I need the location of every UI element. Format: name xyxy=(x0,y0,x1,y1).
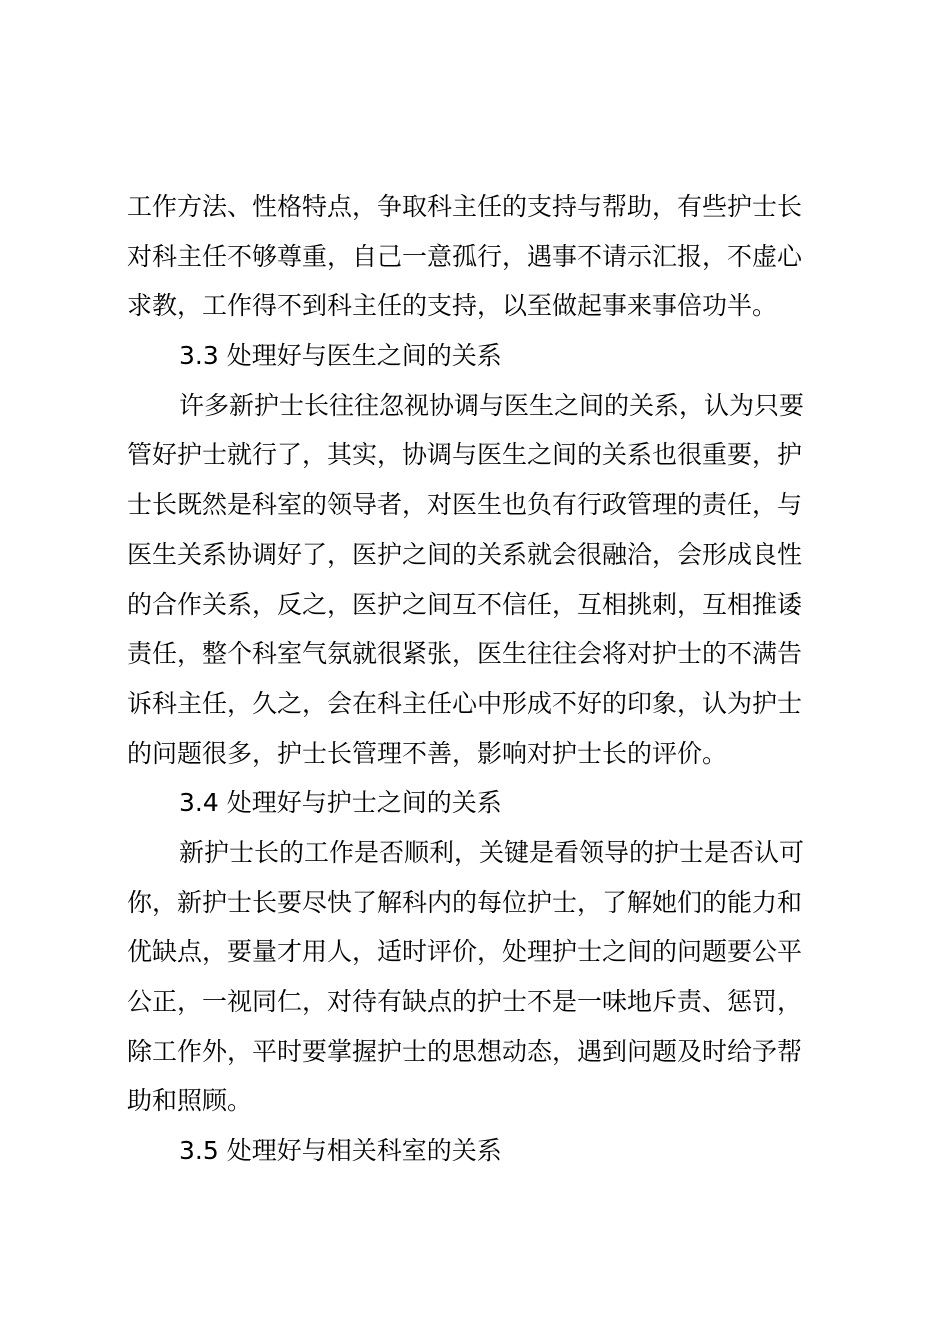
paragraph-line: 新护士长的工作是否顺利，关键是看领导的护士是否认可 xyxy=(179,837,805,867)
paragraph-2 xyxy=(127,381,833,779)
document-body xyxy=(127,182,833,1176)
paragraph-line: 你，新护士长要尽快了解科内的每位护士，了解她们的能力和 xyxy=(127,887,803,917)
paragraph-line: 工作方法、性格特点，争取科主任的支持与帮助，有些护士长 xyxy=(127,192,803,221)
paragraph-1 xyxy=(127,182,833,331)
paragraph-line: 士长既然是科室的领导者，对医生也负有行政管理的责任，与 xyxy=(127,490,803,520)
paragraph-line: 除工作外，平时要掌握护士的思想动态，遇到问题及时给予帮 xyxy=(127,1036,803,1066)
paragraph-line: 医生关系协调好了，医护之间的关系就会很融洽，会形成良性 xyxy=(127,539,803,569)
paragraph-line: 公正，一视同仁，对待有缺点的护士不是一味地斥责、惩罚， xyxy=(127,987,803,1016)
paragraph-line: 对科主任不够尊重，自己一意孤行，遇事不请示汇报，不虚心 xyxy=(127,241,803,271)
paragraph-line: 求教，工作得不到科主任的支持，以至做起事来事倍功半。 xyxy=(127,291,778,321)
paragraph-3 xyxy=(127,828,833,1126)
paragraph-line: 管好护士就行了，其实，协调与医生之间的关系也很重要，护 xyxy=(127,440,803,470)
section-heading-3-3: 3.3 处理好与医生之间的关系 xyxy=(179,341,502,371)
section-heading-3-4: 3.4 处理好与护士之间的关系 xyxy=(179,788,502,818)
paragraph-line: 责任，整个科室气氛就很紧张，医生往往会将对护士的不满告 xyxy=(127,639,803,669)
paragraph-line: 优缺点，要量才用人，适时评价，处理护士之间的问题要公平 xyxy=(127,937,803,967)
section-heading-3-5: 3.5 处理好与相关科室的关系 xyxy=(179,1136,502,1166)
paragraph-line: 诉科主任，久之，会在科主任心中形成不好的印象，认为护士 xyxy=(127,688,803,718)
paragraph-line: 的合作关系，反之，医护之间互不信任，互相挑刺，互相推诿 xyxy=(127,589,803,619)
paragraph-line: 的问题很多，护士长管理不善，影响对护士长的评价。 xyxy=(127,738,728,768)
paragraph-line: 助和照顾。 xyxy=(127,1086,253,1116)
paragraph-line: 许多新护士长往往忽视协调与医生之间的关系，认为只要 xyxy=(179,390,805,420)
